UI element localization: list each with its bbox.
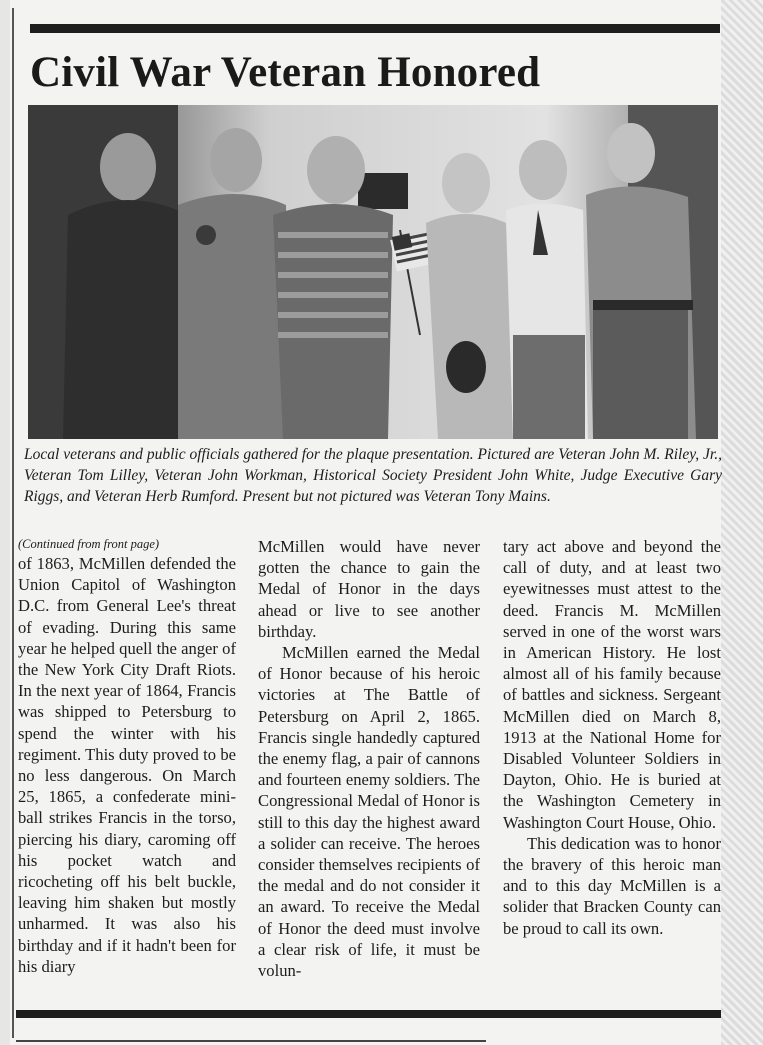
page-edge-left	[0, 0, 10, 1045]
group-photo	[28, 105, 718, 439]
page-edge-right	[721, 0, 763, 1045]
article-column-2	[258, 536, 480, 981]
photo-caption: Local veterans and public officials gathered for the plaque presentation. Pictured are Veteran John M. Riley, Jr., Veteran Tom Lilley, Veteran John Workman, Historical Society President John White, Judge Executive Gary Riggs, and Veteran Herb Rumford. Present but not pictured was Veteran Tony Mains.	[24, 446, 722, 505]
bottom-rule	[16, 1010, 721, 1018]
wall-plaque	[358, 173, 408, 209]
top-rule	[30, 24, 720, 33]
next-article-rule	[16, 1040, 486, 1042]
paragraph: of 1863, McMillen defended the Union Capitol of Washington D.C. from General Lee's threat of evading. During this same year he helped quell the anger of the New York City Draft Riots. In the next year of 1864, Francis was shipped to Petersburg to spend the winter with his regiment. This duty proved to be no less dangerous. On March 25, 1865, a confederate mini-ball strikes Francis in the torso, piercing his diary, caroming off his pocket watch and ricocheting off his belt buckle, leaving him shaken but mostly unharmed. It was also his birthday and if it hadn't been for his diary	[18, 554, 236, 976]
article-column-1	[18, 536, 236, 977]
column-border	[12, 8, 14, 1038]
photo-illustration	[28, 105, 718, 439]
paragraph: tary act above and beyond the call of duty, and at least two eyewitnesses must attest to the deed. Francis M. McMillen served in one of the worst wars in American History. He lost almost all of his family because of battles and sickness. Sergeant McMillen died on March 8, 1913 at the National Home for Disabled Volunteer Soldiers in Dayton, Ohio. He is buried at the Washington Cemetery in Washington Court House, Ohio.	[503, 537, 721, 832]
paragraph: McMillen would have never gotten the chance to gain the Medal of Honor in the days ahead or live to see another birthday.	[258, 537, 480, 641]
paragraph: McMillen earned the Medal of Honor because of his heroic victories at The Battle of Petersburg on April 2, 1865. Francis single handedly captured the enemy flag, a pair of cannons and fourteen enemy soldiers. The Congressional Medal of Honor is still to this day the highest award a solider can receive. The heroes consider themselves recipients of the medal and do not consider it an award. To receive the Medal of Honor the deed must involve a clear risk of life, it must be volun-	[258, 643, 480, 981]
headline: Civil War Veteran Honored	[30, 49, 541, 96]
article-column-3	[503, 536, 721, 939]
paragraph: This dedication was to honor the bravery of this heroic man and to this day McMillen is a solider that Bracken County can be proud to call its own.	[503, 833, 721, 938]
continued-label: (Continued from front page)	[18, 537, 160, 551]
